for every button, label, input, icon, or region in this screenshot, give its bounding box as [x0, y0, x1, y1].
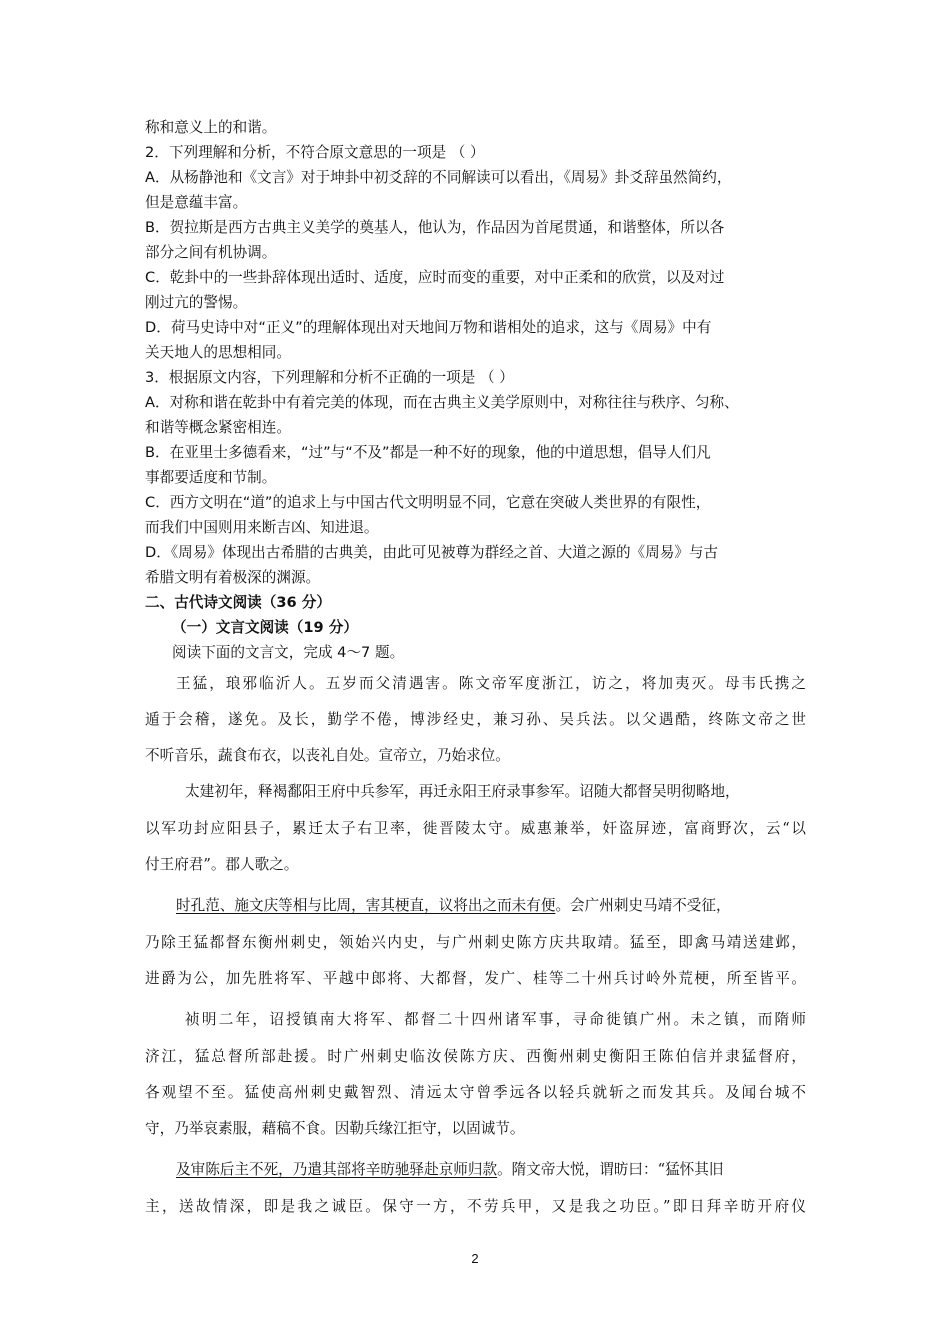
passage-line-underlined: [176, 896, 806, 916]
option-2a: A．从杨静池和《文言》对于坤卦中初爻辞的不同解读可以看出，《周易》卦爻辞虽然简约，: [145, 169, 732, 186]
passage-line: 守，乃举哀素服，藉稿不食。因勒兵缘江拒守，以固诚节。: [145, 1120, 525, 1137]
text-line: 刚过亢的警惕。: [145, 294, 248, 311]
option-3b: B．在亚里士多德看来，“过”与“不及”都是一种不好的现象，他的中道思想，倡导人们凡: [145, 444, 711, 461]
passage-line: 付王府君”。郡人歌之。: [145, 856, 299, 873]
passage-line: 祯明二年，诏授镇南大将军、都督二十四州诸军事，寻命徙镇广州。未之镇，而隋师: [185, 1011, 806, 1028]
passage-line: 不听音乐，蔬食布衣，以丧礼自处。宣帝立，乃始求位。: [145, 747, 510, 764]
option-3c: C．西方文明在“道”的追求上与中国古代文明明显不同，它意在突破人类世界的有限性，: [145, 494, 711, 511]
passage-line: 进爵为公，加先胜将军、平越中郎将、大都督，发广、桂等二十州兵讨岭外荒梗，所至皆平。: [145, 970, 806, 987]
option-2d: D．荷马史诗中对“正义”的理解体现出对天地间万物和谐相处的追求，这与《周易》中有: [145, 319, 712, 336]
option-3d: D．《周易》体现出古希腊的古典美，由此可见被尊为群经之首、大道之源的《周易》与古: [145, 544, 719, 561]
text-line: 但是意蕴丰富。: [145, 194, 248, 211]
passage-line: 乃除王猛都督东衡州刺史，领始兴内史，与广州刺史陈方庆共取靖。猛至，即禽马靖送建邺，: [145, 934, 806, 951]
emphasis-dot-char: 释: [258, 783, 273, 800]
text-line: 而我们中国则用来断吉凶、知进退。: [145, 519, 379, 536]
passage-line: 主，送故情深，即是我之诚臣。保守一方，不劳兵甲，又是我之功臣。”即日拜辛昉开府仪: [145, 1198, 806, 1215]
passage-fragment: 初年，: [214, 783, 259, 800]
option-3a: A．对称和谐在乾卦中有着完美的体现，而在古典主义美学原则中，对称往往与秩序、匀称、: [145, 394, 739, 411]
passage-line: 济江，猛总督所部赴援。时广州刺史临汝侯陈方庆、西衡州刺史衡阳王陈伯信并隶猛督府，: [145, 1048, 806, 1065]
text-line: 事都要适度和节制。: [145, 469, 277, 486]
text-line: 关天地人的思想相同。: [145, 344, 291, 361]
page-number: 2: [471, 1251, 479, 1266]
underlined-sentence: 时孔范、施文庆等相与比周，害其梗直，议将出之而未有便: [176, 897, 556, 914]
passage-line: 王猛，琅邪临沂人。五岁而父清遇害。陈文帝军度浙江，访之，将加夷灭。母韦氏携之: [176, 675, 806, 692]
section-heading: 二、古代诗文阅读（36 分）: [145, 594, 331, 611]
passage-line-dotted: [185, 782, 806, 802]
emphasis-dot-char: 建: [199, 783, 215, 800]
passage-fragment: 鄱阳王府中兵参军，再迁永阳王府录事参军。诏随大都督吴明彻略地，: [287, 783, 740, 800]
subsection-heading: （一）文言文阅读（19 分）: [172, 619, 358, 636]
text-line: 部分之间有机协调。: [145, 244, 277, 261]
text-line: 称和意义上的和谐。: [145, 119, 277, 136]
passage-line: 各观望不至。猛使高州刺史戴智烈、清远太守曾季远各以轻兵就斩之而发其兵。及闻台城不: [145, 1084, 806, 1101]
option-2c: C．乾卦中的一些卦辞体现出适时、适度，应时而变的重要，对中正柔和的欣赏，以及对过: [145, 269, 725, 286]
text-line: 希腊文明有着极深的渊源。: [145, 569, 321, 586]
passage-fragment: 。会广州刺史马靖不受征，: [555, 897, 731, 914]
emphasis-dot-char: 褐: [272, 783, 288, 800]
passage-line-underlined: [176, 1160, 806, 1180]
passage-fragment: 。隋文帝大悦，谓昉曰：“猛怀其旧: [497, 1161, 724, 1178]
option-2b: B．贺拉斯是西方古典主义美学的奠基人，他认为，作品因为首尾贯通，和谐整体，所以各: [145, 219, 725, 236]
question-2-stem: 2．下列理解和分析，不符合原文意思的一项是 （ ）: [145, 144, 485, 161]
underlined-sentence: 及审陈后主不死，乃遣其部将辛昉驰驿赴京师归款: [176, 1161, 498, 1178]
text-line: 和谐等概念紧密相连。: [145, 419, 291, 436]
emphasis-dot-char: 太: [185, 783, 200, 800]
question-3-stem: 3．根据原文内容，下列理解和分析不正确的一项是 （ ）: [145, 369, 514, 386]
passage-line: 遁于会稽，遂免。及长，勤学不倦，博涉经史，兼习孙、吴兵法。以父遇酷，终陈文帝之世: [145, 711, 806, 728]
instruction-text: 阅读下面的文言文，完成 4～7 题。: [172, 644, 405, 661]
passage-line: 以军功封应阳县子，累迁太子右卫率，徙晋陵太守。威惠兼举，奸盗屏迹，富商野次，云“以: [145, 820, 806, 837]
